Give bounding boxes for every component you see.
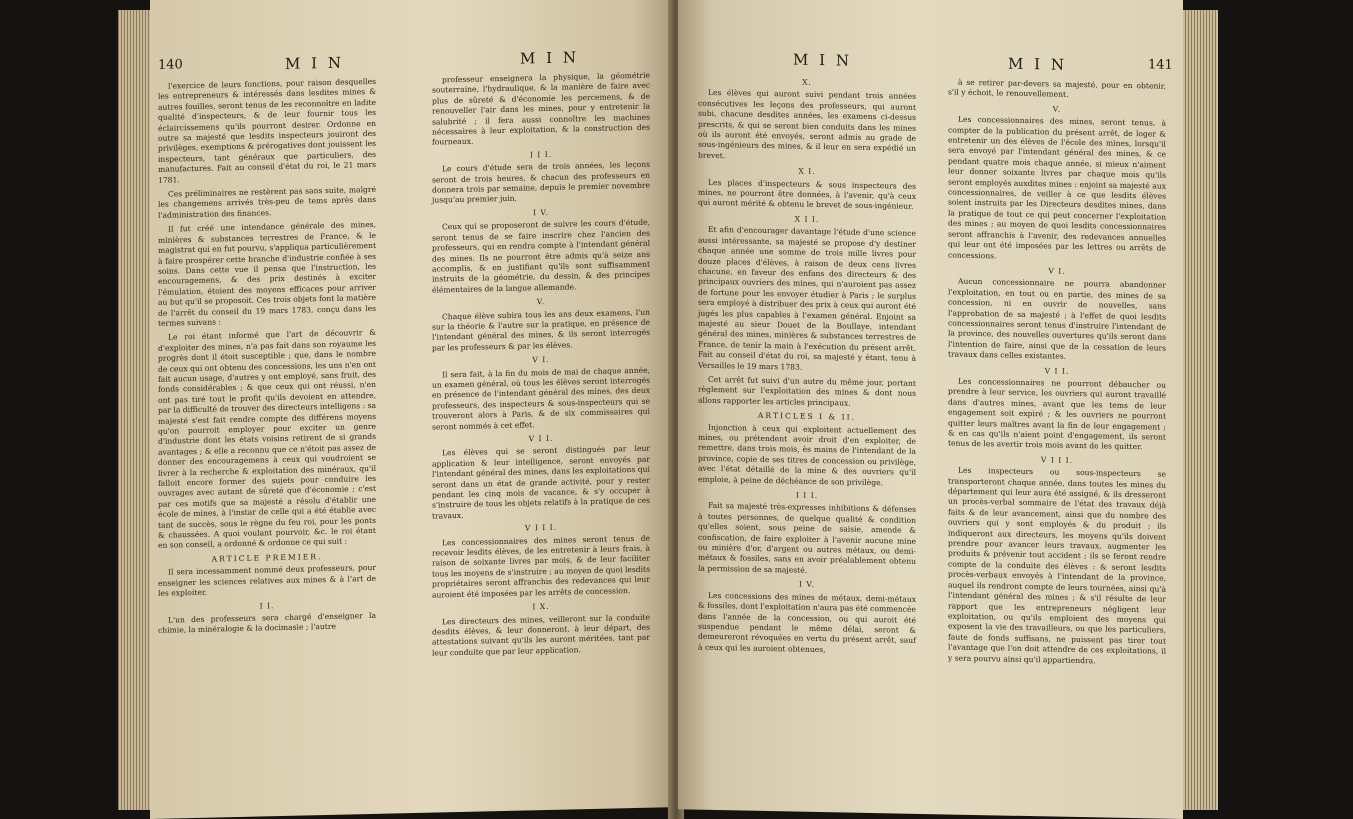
paragraph: L'un des professeurs sera chargé d'enseigner la chimie, la minéralogie & la docimasie ; l'autre bbox=[158, 610, 376, 636]
article-heading: X I I. bbox=[794, 214, 820, 224]
article-heading: I X. bbox=[532, 602, 550, 612]
paragraph: Aucun concessionnaire ne pourra abandonner l'exploitation, en tout ou en partie, des mines de sa concession, ni en ouvrir de nouvelles, sans l'approbation de sa majesté ; à l'effet de quoi lesdits concessionnaires seront tenus d'instruire l'intendant de la province, des nouvelles ouvertures qu'ils seront dans l'intention de faire, ainsi que de la cessation de leurs travaux dans celles existantes. bbox=[948, 276, 1166, 361]
paragraph: Fait sa majesté très-expresses inhibitions & défenses à toutes personnes, de quelque qualité & condition qu'elles soient, sous peine de saisie, amende & confiscation, de faire exploiter à l'avenir aucune mine ou minière d'or, d'argent ou autres métaux, ou demi-métaux & fossiles, sans en avoir préalablement obtenu la permission de sa majesté. bbox=[698, 501, 916, 575]
paragraph: Les concessions des mines de métaux, demi-métaux & fossiles, dont l'exploitation n'aura pas été commencée dans l'année de la concession, ou qui auroit été suspendue pendant le même délai, seront & demeureront révoquées en vertu du présent arrêt, sauf à ceux qui les auroient obtenues, bbox=[698, 590, 916, 654]
article-heading: I V. bbox=[799, 579, 815, 590]
paragraph: Les concessionnaires ne pourront débaucher ou prendre à leur service, les ouvriers qui auront travaillé dans d'autres mines, avant que les tems de leur engagement soit expiré ; & les ouvriers ne pourront quitter leurs maîtres avant la fin de leur engagement ; & en cas qu'ils n'aient point d'engagement, ils seront tenus de les avertir trois mois avant de les quitter. bbox=[948, 376, 1166, 452]
paragraph: Chaque élève subira tous les ans deux examens, l'un sur la théorie & l'autre sur la pratique, en présence de l'intendant général des mines, & ils seront interrogés par les professeurs & par les élèves. bbox=[432, 307, 650, 353]
paragraph: Il sera incessamment nommé deux professeurs, pour enseigner les sciences relatives aux mines & à l'art de les exploiter. bbox=[158, 563, 376, 598]
paragraph: Les élèves qui auront suivi pendant trois années consécutives les leçons des professeurs, qui auront subi, chacune desdites années, les examens ci-dessus prescrits, & qui se seront bien conduits dans les mines où ils auront été envoyés, seront admis au grade de sous-ingénieurs des mines, & il leur en sera expédié un brevet. bbox=[698, 88, 916, 161]
paragraph: Les inspecteurs ou sous-inspecteurs se transporteront chaque année, dans toutes les mines du département qui leur aura été assigné, & ils dresseront un procès-verbal sommaire de l'état des travaux déjà faits & de leur avancement, ainsi que du nombre des ouvriers qui y sont employés & du produit ; ils indiqueront aux directeurs, les moyens qu'ils doivent prendre pour avancer leurs travaux, augmenter les produits & prévenir tout accident ; ils se feront rendre compte de la conduite des élèves : & seront lesdits procès-verbaux envoyés à l'intendant de la province, auquel ils rendront compte de leurs tournées, ainsi qu'à l'intendant général des mines ; & s'il résulte de leur rapport que les entrepreneurs négligent leur exploitation, ou qu'ils emploient des moyens qui exposent la vie des travailleurs, ou que les particuliers, faute de fonds suffisans, ne puissent pas tirer tout l'avantage que l'on doit attendre de ces exploitations, il y sera pourvu ainsi qu'il appartiendra. bbox=[948, 465, 1166, 665]
paragraph: professeur enseignera la physique, la géométrie souterraine, l'hydraulique, & la manière de faire avec plus de sûreté & d'économie les percemens, & de renouveller l'air dans les mines, pour y entretenir la salubrité ; il fera aussi connoître les machines nécessaires à leur exploitation, & la construction des fourneaux. bbox=[432, 70, 650, 148]
article-heading: ARTICLE PREMIER. bbox=[211, 551, 323, 564]
paragraph: Les places d'inspecteurs & sous inspecteurs des mines, ne pourront être données, à l'avenir, qu'à ceux qui auront mérité & obtenu le brevet de sous-ingénieur. bbox=[698, 177, 916, 212]
article-heading: V I I I. bbox=[1040, 455, 1074, 465]
paragraph: Il sera fait, à la fin du mois de mai de chaque année, un examen général, où tous les élèves seront interrogés en présence de l'intendant général des mines, des deux professeurs, des inspecteurs & sous-inspecteurs qui se trouveront alors à Paris, & de six commissaires qui seront nommés à cet effet. bbox=[432, 365, 650, 432]
article-heading: I I I. bbox=[795, 490, 819, 501]
paragraph: Les concessionnaires des mines, seront tenus, à compter de la publication du présent arrêt, de loger & entretenir un des élèves de l'école des mines, lorsqu'il sera envoyé par l'intendant général des mines, & ce pendant quatre mois chaque année, si mieux n'aiment leur donner soixante livres par chaque mois qu'ils seront employés auxdites mines : enjoint sa majesté aux concessionnaires, de veiller à ce que lesdits élèves soient instruits par les Directeurs desdites mines, dans la pratique de tout ce qui peut concerner l'exploitation des mines ; au moyen de quoi lesdits concessionnaires seront affranchis à l'avenir, des redevances annuelles qui leur ont été imposées par les lettres ou arrêts de concessions. bbox=[948, 114, 1166, 260]
left-running-head-1: M I N bbox=[285, 53, 344, 73]
right-column-2 bbox=[948, 77, 1166, 671]
left-folio: 140 bbox=[158, 57, 183, 73]
paragraph: Cet arrêt fut suivi d'un autre du même jour, portant règlement sur l'exploitation des mines & dont nous allons rapporter les articles principaux. bbox=[698, 374, 916, 408]
left-page bbox=[150, 0, 675, 819]
article-heading: V I. bbox=[1048, 266, 1066, 276]
article-heading: X I. bbox=[798, 166, 816, 177]
paragraph: Les élèves qui se seront distingués par leur application & leur intelligence, seront envoyés par l'intendant général des mines, dans les exploitations qui seront dans un état de grande activité, pour y rester pendant les cinq mois de vacance, & s'y occuper à s'instruire de tous les objets relatifs à la pratique de ces travaux. bbox=[432, 444, 650, 521]
paragraph: Le cours d'étude sera de trois années, les leçons seront de trois heures, & chacun des professeurs en donnera trois par semaine, depuis le premier novembre jusqu'au premier juin. bbox=[432, 159, 650, 206]
paragraph: Les directeurs des mines, veilleront sur la conduite desdits élèves, & leur donneront, à leur départ, des attestations suivant qu'ils les auront méritées, tant par leur conduite que par leur application. bbox=[432, 612, 650, 658]
article-heading: V. bbox=[1052, 104, 1062, 114]
article-heading: V. bbox=[536, 297, 546, 307]
article-heading: I I. bbox=[259, 600, 275, 611]
article-heading: X. bbox=[802, 77, 812, 87]
article-heading: V I. bbox=[532, 355, 550, 365]
article-heading: I V. bbox=[533, 207, 549, 218]
left-column-1 bbox=[158, 77, 376, 641]
right-running-head-2: M I N bbox=[1008, 54, 1067, 74]
left-page-edges bbox=[118, 10, 154, 810]
paragraph: Les concessionnaires des mines seront tenus de recevoir lesdits élèves, de les entretenir à leurs frais, à raison de soixante livres par mois, & de leur faciliter tous les moyens de s'instruire ; au moyen de quoi lesdits propriétaires seront affranchis des redevances qui leur auroient été imposées par les arrêts de concession. bbox=[432, 533, 650, 600]
paragraph: Il fut créé une intendance générale des mines, minières & substances terrestres de France, & le magistrat qui en fut pourvu, s'appliqua particulièrement à faire prospérer cette branche d'industrie confiée à ses soins. Dans cette vue il pensa que l'instruction, les encouragemens, & des prix destinés à exciter l'émulation, étoient des moyens efficaces pour arriver au but qu'il se proposoit. Ces trois objets font la matière de l'arrêt du conseil du 19 mars 1783, conçu dans les termes suivans : bbox=[158, 220, 376, 328]
paragraph: à se retirer par-devers sa majesté, pour en obtenir, s'il y échoit, le renouvellement. bbox=[948, 77, 1166, 100]
paragraph: Et afin d'encourager davantage l'étude d'une science aussi intéressante, sa majesté se propose d'y destiner chaque année une somme de trois mille livres pour douze places d'élèves, à raison de deux cens livres chacune, en faveur des enfans des directeurs & des principaux ouvriers des mines, qui n'auroient pas assez de fortune pour les envoyer étudier à Paris ; le surplus sera employé à distribuer des prix à ceux qui auront été jugés les plus capables à l'examen général. Enjoint sa majesté au sieur Douet de la Boullaye, intendant général des mines, minières & substances terrestres de France, de tenir la main à l'exécution du présent arrêt. Fait au conseil d'état du roi, sa majesté y étant, tenu à Versailles le 19 mars 1783. bbox=[698, 225, 916, 372]
left-running-head-2: M I N bbox=[520, 48, 579, 68]
paragraph: Injonction à ceux qui exploitent actuellement des mines, ou prétendent avoir droit d'en exploiter, de remettre, dans trois mois, ès mains de l'intendant de la province, copie de ses titres de concession ou privilège, avec l'état détaillé de la mine & des ouvriers qu'il emploie, à peine de déchéance de son privilège. bbox=[698, 422, 916, 487]
article-heading: V I I. bbox=[1044, 365, 1070, 376]
paragraph: Ces préliminaires ne restèrent pas sans suite, malgré les changemens arrivés très-peu de tems après dans l'administration des finances. bbox=[158, 184, 376, 220]
paragraph: l'exercice de leurs fonctions, pour raison desquelles les entrepreneurs & intéressés dans lesdites mines & autres fouilles, seront tenus de les reconnoître en ladite qualité d'inspecteurs, & de leur fournir tous les éclaircissemens qu'ils pourront desirer. Ordonne en outre sa majesté que lesdits inspecteurs jouiront des privilèges, exemptions & prérogatives dont jouissent les inspecteurs, tant généraux que particuliers, des manufactures. Fait au conseil d'état du roi, le 21 mars 1781. bbox=[158, 76, 376, 185]
left-column-2 bbox=[432, 71, 650, 663]
right-page-edges bbox=[1180, 10, 1218, 810]
article-heading: V I I I. bbox=[524, 523, 558, 533]
article-heading: I I I. bbox=[529, 149, 553, 160]
right-page bbox=[678, 0, 1183, 819]
right-running-head-1: M I N bbox=[793, 50, 852, 70]
right-column-1 bbox=[698, 73, 916, 661]
right-folio: 141 bbox=[1148, 57, 1173, 73]
article-heading: V I I. bbox=[528, 433, 554, 444]
paragraph: Le roi étant informé que l'art de découvrir & d'exploiter des mines, n'a pas fait dans son royaume les progrès dont il étoit susceptible ; que, dans le nombre de ceux qui ont obtenu des concessions, les uns n'en ont fait aucun usage, d'autres y ont employé, sans fruit, des fonds considérables ; & que ceux qui ont réussi, n'en ont pas tiré tout le profit qu'ils devoient en attendre, par la difficulté de trouver des directeurs intelligens : sa majesté s'est fait rendre compte des différens moyens qu'on pourroit employer pour exciter un genre d'industrie dont les états voisins retirent de si grands avantages ; & elle a reconnu que ce n'étoit pas assez de donner des encouragemens à ceux qui voudroient se livrer à la recherche & exploitation des minéraux, qu'il falloit encore former des sujets pour conduire les ouvrages avec autant de sûreté que d'économie ; c'est par ces motifs que sa majesté a résolu d'établir une école de mines, à l'instar de celle qui a été établie avec tant de succès, sous le règne du feu roi, pour les ponts & chaussées. A quoi voulant pourvoir, &c. le roi étant en son conseil, a ordonné & ordonne ce qui suit : bbox=[158, 328, 377, 551]
article-heading: ARTICLES I & II. bbox=[757, 411, 857, 422]
paragraph: Ceux qui se proposeront de suivre les cours d'étude, seront tenus de se faire inscrire chez l'ancien des professeurs, qui en rendra compte à l'intendant général des mines. Ils ne pourront être admis qu'à seize ans accomplis, & en justifiant qu'ils sont suffisamment instruits de la géométrie, du dessin, & des principes élémentaires de la langue allemande. bbox=[432, 217, 650, 295]
